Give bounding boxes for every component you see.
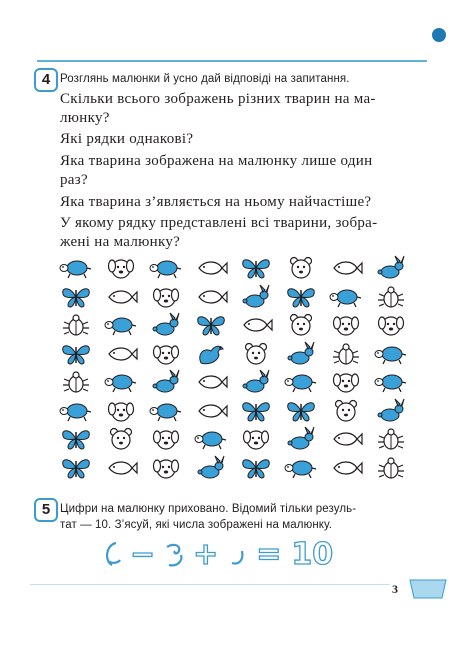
fish-icon (193, 284, 229, 310)
task-4-instruction: Розглянь малюнки й усно дай відповіді на запитання. (60, 73, 350, 85)
turtle-icon (103, 369, 139, 395)
bird-icon (193, 341, 229, 367)
fish-icon (103, 341, 139, 367)
fish-icon (193, 255, 229, 281)
dog-icon (148, 455, 184, 481)
dog-icon (148, 426, 184, 452)
question-line: Яка тварина зображена на малюнку лише один (60, 153, 373, 169)
butterfly-icon (58, 341, 94, 367)
question-line: Скільки всього зображень різних тварин на ма- (60, 91, 376, 107)
butterfly-icon (283, 398, 319, 424)
bug-icon (373, 284, 409, 310)
butterfly-icon (238, 398, 274, 424)
equation-result: 10 (291, 536, 334, 572)
fish-icon (328, 455, 364, 481)
turtle-icon (373, 369, 409, 395)
fish-icon (238, 312, 274, 338)
hidden-digits-equation (98, 536, 333, 572)
question-line: люнку? (60, 110, 110, 126)
turtle-icon (148, 398, 184, 424)
bug-icon (58, 369, 94, 395)
rabbit-icon (283, 426, 319, 452)
rabbit-icon (283, 341, 319, 367)
page-corner-tab (408, 578, 448, 600)
rabbit-icon (193, 455, 229, 481)
turtle-icon (103, 312, 139, 338)
turtle-icon (148, 255, 184, 281)
plus-sign: + (193, 536, 219, 572)
turtle-icon (58, 398, 94, 424)
rabbit-icon (148, 369, 184, 395)
dog-icon (238, 426, 274, 452)
fish-icon (103, 284, 139, 310)
rabbit-icon (373, 255, 409, 281)
bear-icon (328, 398, 364, 424)
bear-icon (103, 426, 139, 452)
butterfly-icon (238, 255, 274, 281)
bottom-rule (30, 584, 390, 585)
butterfly-icon (193, 312, 229, 338)
question-line: Які рядки однакові? (60, 131, 194, 147)
butterfly-icon (58, 426, 94, 452)
equals-sign: = (256, 536, 282, 572)
turtle-icon (283, 369, 319, 395)
turtle-icon (328, 284, 364, 310)
fish-icon (328, 255, 364, 281)
question-line: раз? (60, 172, 88, 188)
bear-icon (238, 341, 274, 367)
fish-icon (193, 398, 229, 424)
rabbit-icon (148, 312, 184, 338)
dog-icon (148, 341, 184, 367)
hidden-digit-glyph (161, 539, 187, 569)
bug-icon (373, 455, 409, 481)
task-4-number: 4 (34, 68, 58, 92)
hidden-digit-glyph (98, 539, 124, 569)
fish-icon (193, 369, 229, 395)
hidden-digit-glyph (224, 539, 250, 569)
publisher-logo-icon (432, 28, 446, 42)
task-5-instruction-line1: Цифри на малюнку приховано. Відомий тільки резуль- (60, 503, 357, 515)
page-number: 3 (392, 582, 398, 596)
dog-icon (373, 312, 409, 338)
turtle-icon (283, 455, 319, 481)
butterfly-icon (58, 455, 94, 481)
bear-icon (283, 312, 319, 338)
task-5-instruction-line2: тат — 10. З’ясуй, які числа зображені на малюнку. (60, 519, 333, 531)
dog-icon (103, 255, 139, 281)
bug-icon (58, 312, 94, 338)
dog-icon (328, 369, 364, 395)
dog-icon (148, 284, 184, 310)
question-line: жені на малюнку? (60, 234, 181, 250)
butterfly-icon (283, 284, 319, 310)
fish-icon (328, 426, 364, 452)
task-5-number: 5 (34, 498, 58, 522)
butterfly-icon (238, 455, 274, 481)
turtle-icon (58, 255, 94, 281)
minus-sign: − (130, 536, 156, 572)
butterfly-icon (58, 284, 94, 310)
dog-icon (328, 312, 364, 338)
rabbit-icon (238, 369, 274, 395)
bug-icon (328, 341, 364, 367)
bug-icon (373, 426, 409, 452)
rabbit-icon (238, 284, 274, 310)
fish-icon (103, 455, 139, 481)
question-line: У якому рядку представлені всі тварини, зобра- (60, 215, 378, 231)
rabbit-icon (373, 398, 409, 424)
turtle-icon (373, 341, 409, 367)
bear-icon (283, 255, 319, 281)
question-line: Яка тварина з’являється на ньому найчастіше? (60, 194, 372, 210)
top-rule (37, 60, 427, 62)
turtle-icon (193, 426, 229, 452)
dog-icon (103, 398, 139, 424)
